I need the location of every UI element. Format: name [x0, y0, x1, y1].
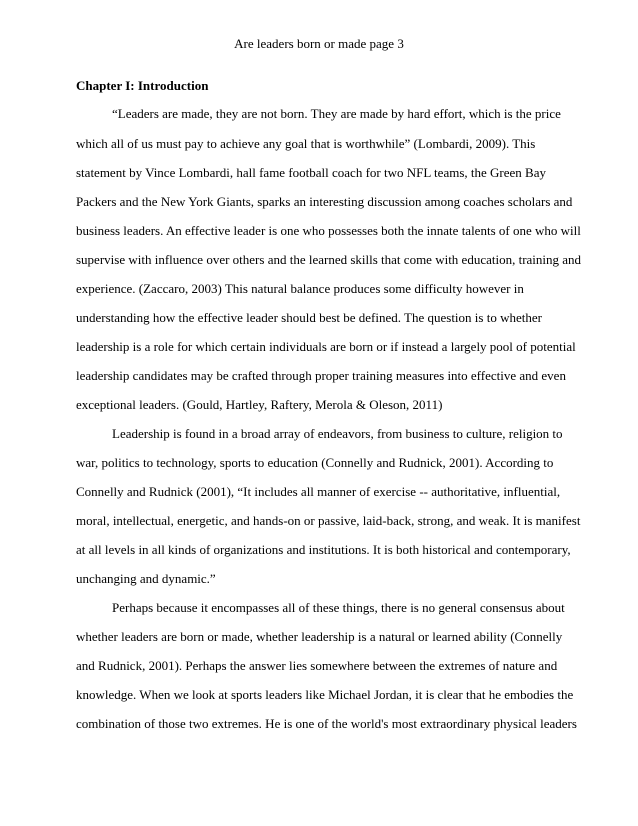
paragraph-3-line: combination of those two extremes. He is one of the world's most extraordinary physical leaders	[76, 716, 577, 731]
paragraph-2-line: Leadership is found in a broad array of endeavors, from business to culture, religion to	[112, 426, 563, 441]
paragraph-3-line: Perhaps because it encompasses all of these things, there is no general consensus about	[112, 600, 565, 615]
paragraph-3-line: whether leaders are born or made, whether leadership is a natural or learned ability (Connelly	[76, 629, 563, 644]
paragraph-3-line: knowledge. When we look at sports leaders like Michael Jordan, it is clear that he embodies the	[76, 687, 574, 702]
paragraph-1-line: understanding how the effective leader should best be defined. The question is to whether	[76, 310, 542, 325]
paragraph-1-line: leadership candidates may be crafted through proper training measures into effective and even	[76, 368, 566, 383]
paragraph-2-line: unchanging and dynamic.”	[76, 571, 216, 586]
paragraph-2-line: war, politics to technology, sports to education (Connelly and Rudnick, 2001). According to	[76, 455, 554, 470]
paragraph-1-line: which all of us must pay to achieve any goal that is worthwhile” (Lombardi, 2009). This	[76, 136, 536, 151]
running-head: Are leaders born or made page 3	[234, 36, 404, 51]
paragraph-1-line: leadership is a role for which certain individuals are born or if instead a largely pool of potential	[76, 339, 576, 354]
chapter-heading: Chapter I: Introduction	[76, 78, 209, 93]
paragraph-2-line: moral, intellectual, energetic, and hands-on or passive, laid-back, strong, and weak. It is manifest	[76, 513, 581, 528]
paragraph-1-line: statement by Vince Lombardi, hall fame football coach for two NFL teams, the Green Bay	[76, 165, 546, 180]
paragraph-1-line: “Leaders are made, they are not born. They are made by hard effort, which is the price	[112, 106, 561, 121]
paragraph-2-line: Connelly and Rudnick (2001), “It includes all manner of exercise -- authoritative, influential,	[76, 484, 561, 499]
paragraph-1-line: experience. (Zaccaro, 2003) This natural balance produces some difficulty however in	[76, 281, 524, 296]
paragraph-1-line: Packers and the New York Giants, sparks an interesting discussion among coaches scholars and	[76, 194, 573, 209]
paragraph-1-line: supervise with influence over others and the learned skills that come with education, training and	[76, 252, 582, 267]
paragraph-3-line: and Rudnick, 2001). Perhaps the answer lies somewhere between the extremes of nature and	[76, 658, 558, 673]
paragraph-1-line: exceptional leaders. (Gould, Hartley, Raftery, Merola & Oleson, 2011)	[76, 397, 443, 412]
paragraph-2-line: at all levels in all kinds of organizations and institutions. It is both historical and contemporary,	[76, 542, 571, 557]
paragraph-1-line: business leaders. An effective leader is one who possesses both the innate talents of one who will	[76, 223, 581, 238]
